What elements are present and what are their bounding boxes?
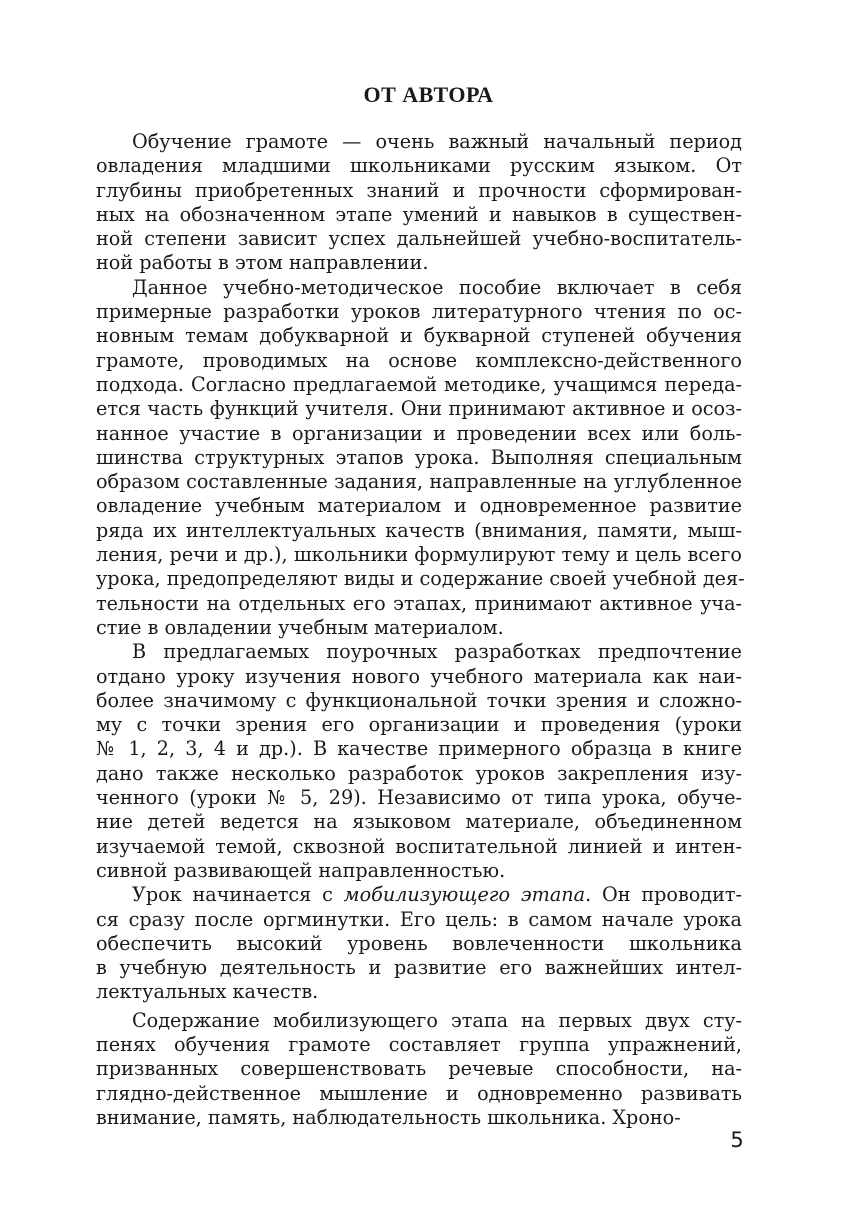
emphasized-term: мобилизующего этапа	[343, 883, 586, 907]
text-line: овладения младшими школьниками русским языком. От	[96, 154, 742, 178]
text-line: шинства структурных этапов урока. Выполняя специальным	[96, 445, 742, 469]
text-line: обеспечить высокий уровень вовлеченности школьника	[96, 931, 742, 955]
text-line: ся сразу после оргминутки. Его цель: в самом начале урока	[96, 907, 742, 931]
text-line: дано также несколько разработок уроков закрепления изу-	[96, 761, 742, 785]
text-line: примерные разработки уроков литературного чтения по ос-	[96, 300, 742, 324]
text-line	[96, 883, 742, 907]
text-line: ной работы в этом направлении.	[96, 251, 429, 275]
text-line: урока, предопределяют виды и содержание своей учебной дея-	[96, 567, 745, 591]
text-run: . Он проводит-	[585, 883, 742, 907]
text-line: ления, речи и др.), школьники формулируют тему и цель всего	[96, 543, 742, 567]
text-line: В предлагаемых поурочных разработках предпочтение	[132, 640, 742, 664]
text-line: нанное участие в организации и проведении всех или боль-	[96, 421, 742, 445]
text-line: ряда их интеллектуальных качеств (внимания, памяти, мыш-	[96, 518, 742, 542]
text-line: ной степени зависит успех дальнейшей учебно-воспитатель-	[96, 227, 742, 251]
text-line: подхода. Согласно предлагаемой методике, учащимся переда-	[96, 372, 742, 396]
text-line: ется часть функций учителя. Они принимают активное и осоз-	[96, 397, 742, 421]
text-line: новным темам добукварной и букварной ступеней обучения	[96, 324, 742, 348]
text-line: более значимому с функциональной точки зрения и сложно-	[96, 688, 742, 712]
text-line: в учебную деятельность и развитие его важнейших интел-	[96, 956, 742, 980]
paragraph	[96, 1009, 742, 1130]
text-line: стие в овладении учебным материалом.	[96, 615, 504, 639]
text-run: Урок начинается с	[132, 883, 344, 907]
text-line: пенях обучения грамоте составляет группа упражнений,	[96, 1032, 742, 1056]
text-line: тельности на отдельных его этапах, принимают активное уча-	[96, 591, 742, 615]
text-line: внимание, память, наблюдательность школьника. Хроно-	[96, 1105, 681, 1129]
text-line: № 1, 2, 3, 4 и др.). В качестве примерного образца в книге	[96, 737, 742, 761]
text-line: изучаемой темой, сквозной воспитательной линией и интен-	[96, 834, 742, 858]
text-line: глядно-действенное мышление и одновременно развивать	[96, 1081, 742, 1105]
page-title: ОТ АВТОРА	[363, 82, 494, 107]
text-line: глубины приобретенных знаний и прочности сформирован-	[96, 178, 742, 202]
text-line: Обучение грамоте — очень важный начальный период	[132, 130, 742, 153]
paragraph	[96, 130, 742, 276]
text-line: му с точки зрения его организации и проведения (уроки	[96, 713, 742, 737]
paragraph	[96, 883, 742, 1004]
text-line: ние детей ведется на языковом материале, объединенном	[96, 810, 742, 834]
text-line: образом составленные задания, направленные на углубленное	[96, 470, 742, 494]
text-line: Данное учебно-методическое пособие включает в себя	[132, 275, 742, 299]
text-line: овладение учебным материалом и одновременное развитие	[96, 494, 742, 518]
text-line: лектуальных качеств.	[96, 980, 319, 1004]
body-text	[96, 130, 745, 1130]
text-line: сивной развивающей направленностью.	[96, 858, 506, 882]
text-line: ченного (уроки № 5, 29). Независимо от типа урока, обуче-	[96, 786, 742, 810]
paragraph	[96, 640, 742, 883]
text-line: грамоте, проводимых на основе комплексно-действенного	[96, 348, 742, 372]
text-line: призванных совершенствовать речевые способности, на-	[96, 1057, 742, 1081]
paragraph	[96, 275, 745, 640]
page-number: 5	[730, 1128, 744, 1152]
text-line: отдано уроку изучения нового учебного материала как наи-	[96, 664, 742, 688]
text-line: Содержание мобилизующего этапа на первых двух сту-	[132, 1008, 742, 1032]
text-line: ных на обозначенном этапе умений и навыков в существен-	[96, 202, 742, 226]
